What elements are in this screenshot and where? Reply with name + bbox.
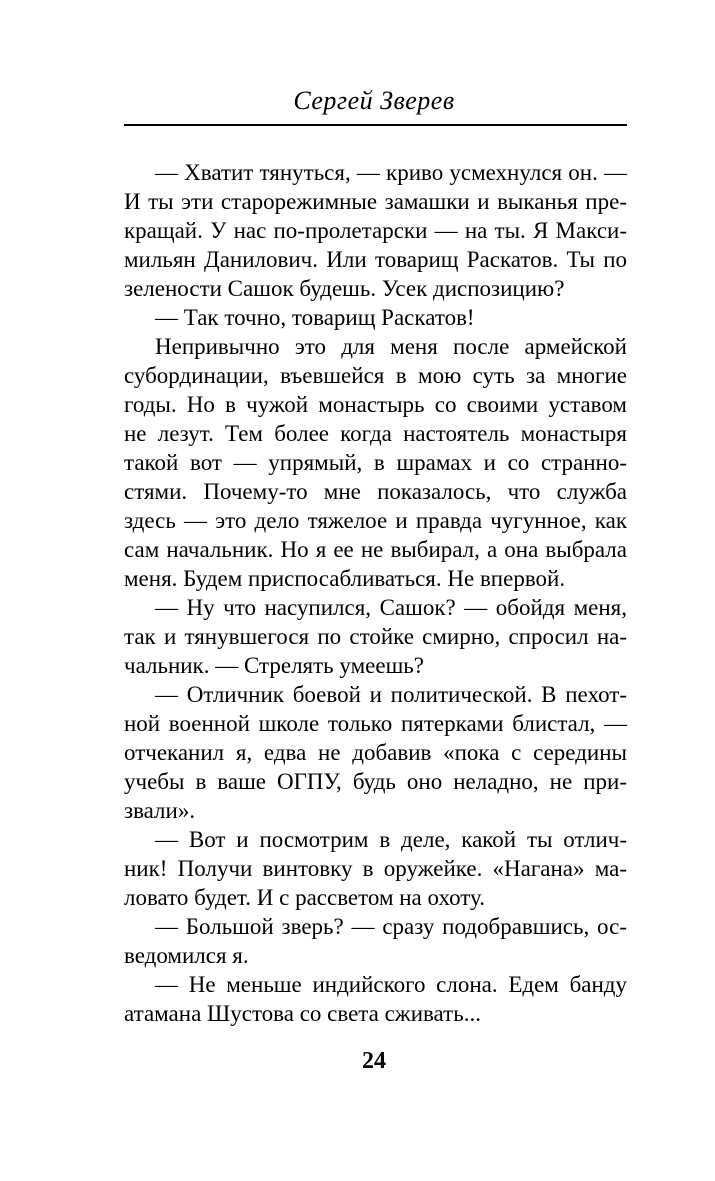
text-line: субординации, въевшейся в мою суть за многие [124, 363, 627, 388]
page-number: 24 [362, 1048, 386, 1074]
text-line: — Не меньше индийского слона. Едем банду [155, 972, 627, 997]
text-line: — Отличник боевой и политической. В пехот- [155, 682, 627, 707]
text-line: ник! Получи винтовку в оружейке. «Нагана» ма- [124, 856, 627, 881]
text-line: чальник. — Стрелять умеешь? [124, 653, 424, 678]
text-line: меня. Будем приспосабливаться. Не впервой. [124, 566, 566, 591]
body-text [124, 158, 627, 1028]
text-line: мильян Данилович. Или товарищ Раскатов. Ты по [124, 247, 627, 272]
text-line: учебы в ваше ОГПУ, будь оно неладно, не при- [124, 769, 627, 794]
text-line: отчеканил я, едва не добавив «пока с середины [124, 740, 627, 765]
text-line: — Так точно, товарищ Раскатов! [155, 305, 475, 330]
text-line: не лезут. Тем более когда настоятель монастыря [124, 421, 627, 446]
text-line: кращай. У нас по-пролетарски — на ты. Я Макси- [124, 218, 627, 243]
text-line: так и тянувшегося по стойке смирно, спросил на- [124, 624, 627, 649]
text-line: ведомился я. [124, 943, 249, 968]
text-line: И ты эти старорежимные замашки и выканья пре- [124, 189, 627, 214]
text-line: — Хватит тянуться, — криво усмехнулся он. — [155, 160, 627, 185]
text-line: стями. Почему-то мне показалось, что служба [124, 479, 627, 504]
text-line: такой вот — упрямый, в шрамах и со странно- [124, 450, 627, 475]
text-line: звали». [124, 798, 196, 823]
text-line: ловато будет. И с рассветом на охоту. [124, 885, 485, 910]
text-line: — Вот и посмотрим в деле, какой ты отлич- [155, 827, 627, 852]
running-head: Сергей Зверев [293, 86, 455, 115]
text-line: — Большой зверь? — сразу подобравшись, ос- [155, 914, 627, 939]
header-rule [124, 124, 627, 126]
text-line: Непривычно это для меня после армейской [155, 334, 627, 359]
text-line: атамана Шустова со света сживать... [124, 1001, 481, 1026]
text-line: — Ну что насупился, Сашок? — обойдя меня, [155, 595, 627, 620]
text-line: сам начальник. Но я ее не выбирал, а она выбрала [124, 537, 627, 562]
text-line: ной военной школе только пятерками блистал, — [124, 711, 627, 736]
text-line: годы. Но в чужой монастырь со своими уставом [124, 392, 627, 417]
text-line: зелености Сашок будешь. Усек диспозицию? [124, 276, 565, 301]
text-line: здесь — это дело тяжелое и правда чугунное, как [124, 508, 627, 533]
